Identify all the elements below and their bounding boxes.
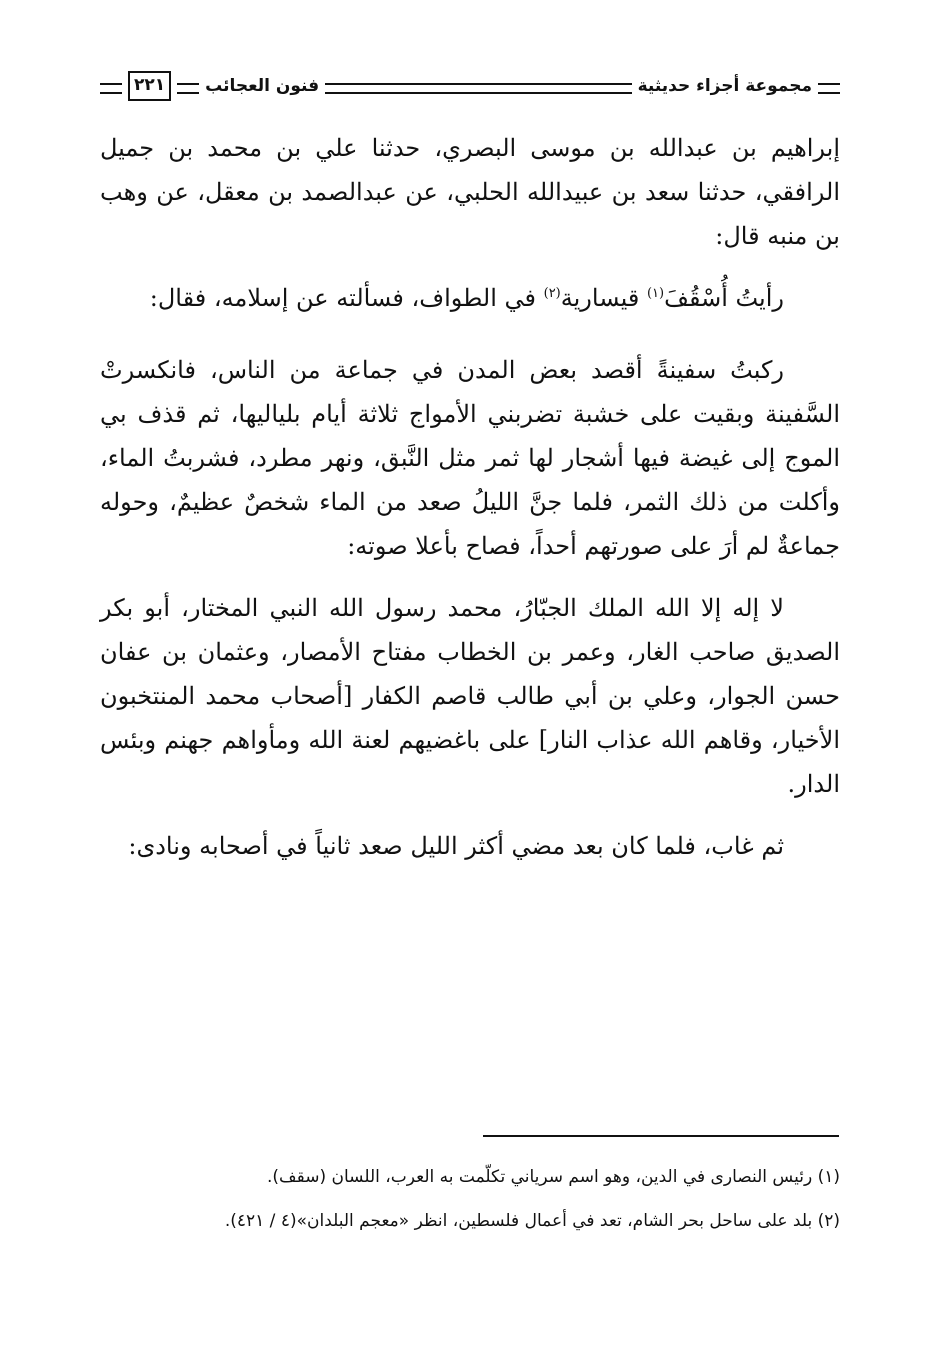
book-title: فنون العجائب xyxy=(205,76,320,96)
header-rule xyxy=(325,83,631,94)
collection-title: مجموعة أجزاء حديثية xyxy=(637,76,812,96)
footnote-1: (١) رئيس النصارى في الدين، وهو اسم سرياني تكلّمت به العرب، اللسان (سقف). xyxy=(267,1167,840,1187)
paragraph-story: ركبتُ سفينةً أقصد بعض المدن في جماعة من الناس، فانكسرتْ السَّفينة وبقيت على خشبة تضربني الأمواج ثلاثة أيام بلياليها، ثم قذف بي الموج إلى غيضة فيها أشجار لها ثمر مثل النَّبق، ونهر مطرد، فشربتُ الماء، وأكلت من ذلك الثمر، فلما جنَّ الليلُ صعد من الماء شخصٌ عظيمٌ، وحوله جماعةٌ لم أرَ على صورتهم أحداً، فصاح بأعلا صوته: xyxy=(100,356,840,560)
text-run: قيسارية xyxy=(560,284,647,312)
footnote-2: (٢) بلد على ساحل بحر الشام، تعد في أعمال فلسطين، انظر «معجم البلدان»(٤ / ٤٢١). xyxy=(224,1211,840,1231)
header-rule xyxy=(818,83,840,94)
page-number: ٢٢١ xyxy=(128,71,171,101)
main-text xyxy=(100,126,840,886)
paragraph-narration xyxy=(100,276,840,320)
header-rule xyxy=(177,83,199,94)
footnote-separator xyxy=(483,1135,839,1137)
footnote-ref-2[interactable]: (٢) xyxy=(543,286,561,301)
footnote-ref-1[interactable]: (١) xyxy=(646,286,665,301)
text-run: في الطواف، فسألته عن إسلامه، فقال: xyxy=(149,284,544,312)
paragraph-ending: ثم غاب، فلما كان بعد مضي أكثر الليل صعد ثانياً في أصحابه ونادى: xyxy=(128,832,784,860)
header-rule xyxy=(100,83,122,94)
text-run: رأيتُ أُسْقُفَ xyxy=(664,284,784,312)
running-header xyxy=(100,66,840,106)
footnotes xyxy=(100,1158,840,1246)
paragraph-isnad: إبراهيم بن عبدالله بن موسى البصري، حدثنا علي بن محمد بن جميل الرافقي، حدثنا سعد بن عبيدالله الحلبي، عن عبدالصمد بن معقل، عن وهب بن منبه قال: xyxy=(100,134,840,250)
paragraph-proclamation: لا إله إلا الله الملك الجبّارُ، محمد رسول الله النبي المختار، أبو بكر الصديق صاحب الغار، وعمر بن الخطاب مفتاح الأمصار، وعثمان بن عفان حسن الجوار، وعلي بن أبي طالب قاصم الكفار [أصحاب محمد المنتخبون الأخيار، وقاهم الله عذاب النار] على باغضيهم لعنة الله ومأواهم جهنم وبئس الدار. xyxy=(100,594,840,798)
